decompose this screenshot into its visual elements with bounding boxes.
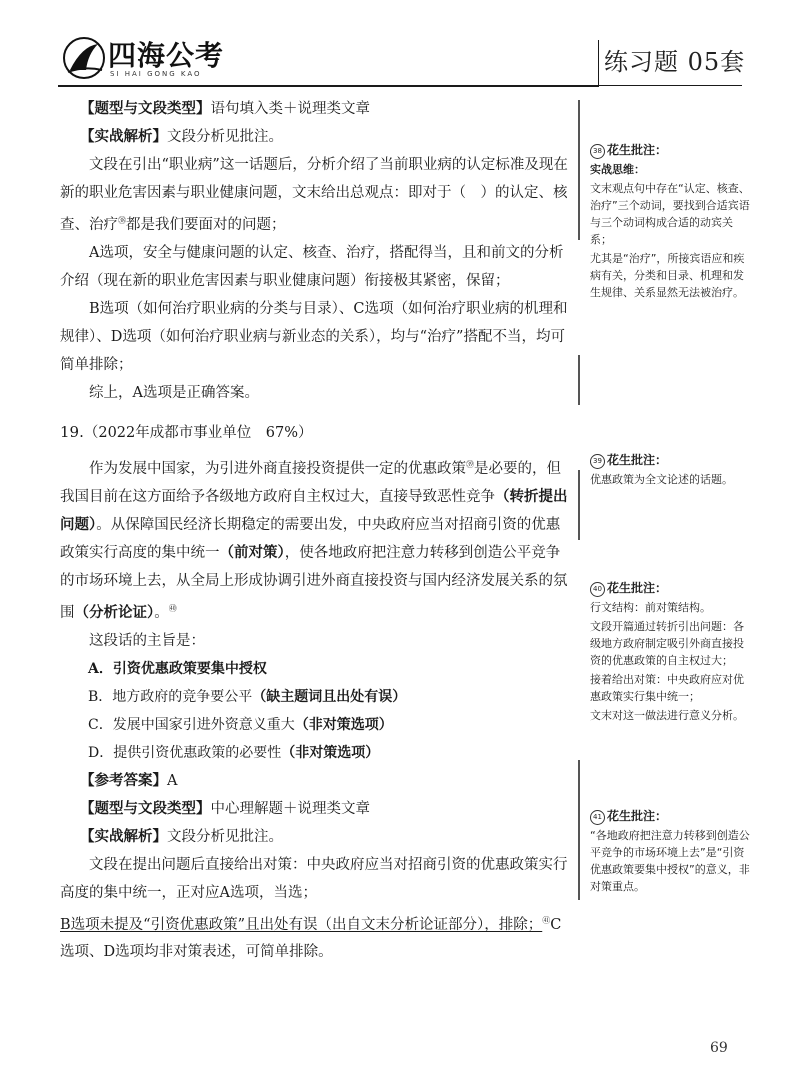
analysis-block-18 — [60, 95, 570, 407]
margin-divider — [578, 470, 580, 540]
type-line: 【题型与文段类型】语句填入类＋说理类文章 — [80, 100, 370, 117]
note-number-icon: 39 — [590, 454, 605, 469]
note-marker: ㊶ — [542, 915, 551, 925]
question-source: （2022年成都市事业单位 67%） — [83, 425, 313, 441]
margin-note-40: 40 花生批注： 行文结构：前对策结构。 文段开篇通过转折引出问题：各级地方政府制定吸引外商直接投资的优惠政策的自主权过大； 接着给出对策：中央政府应对优惠政策实行集中统一； 文末对这一做法进行意义分析。 — [590, 581, 744, 722]
page-number: 69 — [710, 1040, 728, 1056]
margin-divider — [578, 100, 580, 240]
note-number-icon: 41 — [590, 810, 605, 825]
logo-subtitle: SI HAI GONG KAO — [110, 70, 202, 78]
note-number-icon: 40 — [590, 582, 605, 597]
note-marker: ㊳ — [118, 216, 126, 225]
option-a: A．引资优惠政策要集中授权 — [88, 660, 267, 677]
paragraph: 文段在提出问题后直接给出对策：中央政府应当对招商引资的优惠政策实行高度的集中统一，正对应A选项，当选； — [60, 856, 568, 901]
set-label: 练习题 05套 — [604, 48, 746, 76]
header-rule-right — [598, 85, 742, 86]
question-stem: 作为发展中国家，为引进外商直接投资提供一定的优惠政策$^㊴$是必要的，但我国目前在这方面给予各级地方政府自主权过大，直接导致恶性竞争（转折提出问题）。从保障国民经济长期稳定的需要出发，中央政府应当对招商引资的优惠政策实行高度的集中统一（前对策），使各地政府把注意力转移到创造公平竞争的市场环境上去，从全局上形成协调引进外商直接投资与国内经济发展关系的氛围（分析论证）。$^㊵$ — [60, 460, 568, 621]
paragraph: B选项未提及“引资优惠政策”且出处有误（出自文末分析论证部分），排除；$^㊶$C选项、D选项均非对策表述，可简单排除。 — [60, 915, 562, 961]
margin-divider — [578, 355, 580, 405]
analysis-line: 【实战解析】文段分析见批注。 — [80, 128, 283, 145]
question-19 — [60, 418, 570, 966]
logo-name: 四海公考 — [108, 39, 225, 72]
paragraph: B选项（如何治疗职业病的分类与目录）、C选项（如何治疗职业病的机理和规律）、D选项（如何治疗职业病与新业态的关系），均与“治疗”搭配不当，均可简单排除； — [60, 300, 568, 373]
option-b: B．地方政府的竞争要公平（缺主题词且出处有误） — [88, 688, 407, 705]
type-line: 【题型与文段类型】中心理解题＋说理类文章 — [80, 799, 370, 817]
question-prompt: 这段话的主旨是： — [89, 632, 205, 649]
margin-note-38: 38 花生批注： 实战思维： 文末观点句中存在“认定、核查、治疗”三个动词，要找到合适宾语与三个动词构成合适的动宾关系； 尤其是“治疗”，所接宾语应和疾病有关，分类和目录、机理和发生规律、关系显然无法被治疗。 — [590, 143, 750, 299]
answer-line: 【参考答案】A — [80, 771, 178, 789]
paragraph: A选项，安全与健康问题的认定、核查、治疗，搭配得当，且和前文的分析介绍（现在新的职业危害因素与职业健康问题）衔接极其紧密，保留； — [60, 244, 564, 289]
paragraph: 综上，A选项是正确答案。 — [89, 384, 259, 401]
paragraph: 文段在引出“职业病”这一话题后，分析介绍了当前职业病的认定标准及现在新的职业危害因素与职业健康问题，文末给出总观点：即对于（ ）的认定、核查、治疗$^㊳$都是我们要面对的问题； — [60, 157, 568, 233]
analysis-line: 【实战解析】文段分析见批注。 — [80, 827, 283, 845]
margin-note-39: 39 花生批注： 优惠政策为全文论述的话题。 — [590, 453, 733, 486]
margin-note-41: 41 花生批注： “各地政府把注意力转移到创造公平竞争的市场环境上去”是“引资优惠政策要集中授权”的意义，非对策重点。 — [590, 809, 750, 893]
note-number-icon: 38 — [590, 144, 605, 159]
margin-divider — [578, 760, 580, 900]
logo-icon — [62, 36, 106, 80]
note-marker: ㊴ — [466, 460, 474, 469]
question-number: 19. — [60, 423, 84, 441]
header-rule — [58, 85, 598, 87]
option-c: C．发展中国家引进外资意义重大（非对策选项） — [88, 716, 393, 733]
note-marker: ㊵ — [168, 603, 177, 613]
header-divider — [598, 40, 599, 87]
option-d: D．提供引资优惠政策的必要性（非对策选项） — [88, 744, 380, 761]
question-header — [60, 418, 570, 447]
